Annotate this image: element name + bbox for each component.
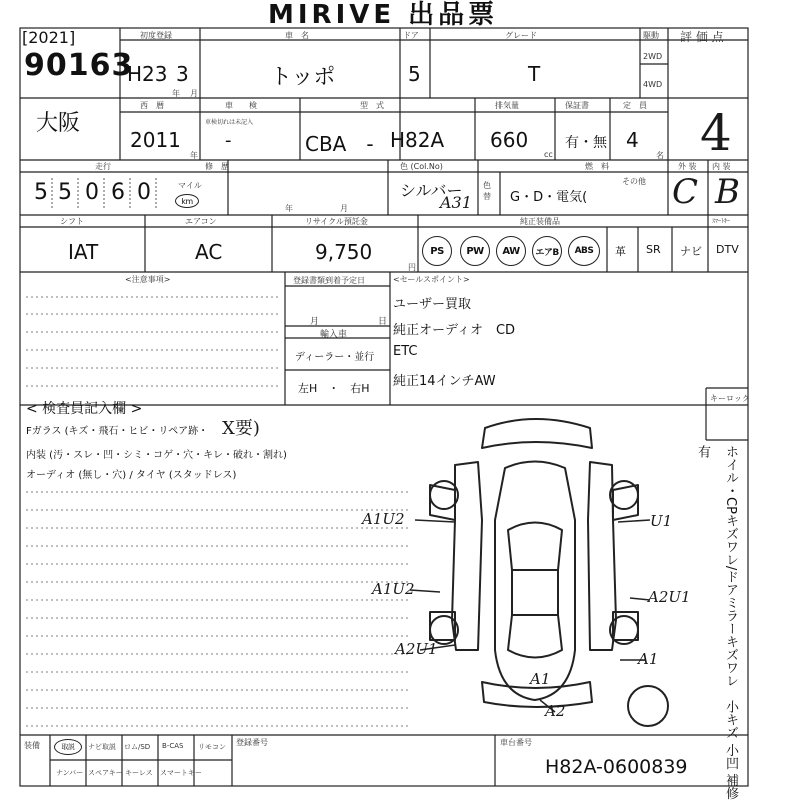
bottom-bcas: B-CAS — [162, 742, 184, 750]
color-change-label: 色替 — [483, 181, 491, 201]
repair-year-unit: 年 — [285, 204, 293, 213]
damage-mark-left-door: A1U2 — [372, 580, 415, 598]
damage-mark-front-right: U1 — [650, 512, 673, 530]
mileage-digit-2: 5 — [58, 180, 72, 205]
car-name: トッポ — [270, 65, 336, 90]
fuel-value: G・D・電気( — [510, 190, 588, 205]
mileage-digit-5: 0 — [137, 180, 151, 205]
handle-side: 左H ・ 右H — [298, 382, 370, 395]
label-exterior: 外 装 — [678, 162, 697, 171]
bottom-number-plate: ナンバー — [56, 769, 84, 777]
exterior-grade: C — [672, 172, 699, 212]
mileage-digit-4: 6 — [111, 180, 125, 205]
label-warranty: 保証書 — [565, 101, 589, 110]
damage-mark-rear-bumper: A2 — [545, 702, 566, 720]
label-grade: グレード — [505, 31, 537, 40]
inspector-note-interior: 内装 (汚・スレ・凹・シミ・コゲ・穴・キレ・破れ・割れ) — [26, 450, 287, 461]
label-fuel: 燃 料 — [585, 162, 609, 171]
label-model: 型 式 — [360, 101, 384, 110]
label-equipment-bottom: 装備 — [24, 741, 40, 750]
equip-navi: ナビ — [680, 245, 702, 258]
sales-point-3: ETC — [393, 344, 418, 359]
rating-value: 4 — [700, 104, 732, 162]
aircon-value: AC — [195, 240, 223, 264]
capacity-unit: 名 — [656, 151, 664, 160]
label-capacity: 定 員 — [623, 101, 647, 110]
reg-day-unit: 日 — [378, 317, 388, 327]
label-recycle: リサイクル預託金 — [305, 217, 368, 226]
shift-value: IAT — [68, 240, 99, 264]
recycle-unit: 円 — [408, 263, 416, 272]
inspector-note-windshield: Fガラス (キズ・飛石・ヒビ・リペア跡・ — [26, 426, 209, 437]
mileage-mile-unit: マイル — [178, 181, 202, 190]
warranty-value: 有・無 — [565, 135, 607, 151]
equip-ps: PS — [422, 236, 452, 266]
color-number: A31 — [440, 193, 472, 212]
label-genuine: 純正装備品 — [520, 217, 560, 226]
damage-mark-rear-right: A1 — [638, 650, 659, 668]
label-import: 輸入車 — [320, 330, 348, 340]
label-shift: シフト — [60, 217, 84, 226]
label-door: ドア — [403, 31, 419, 40]
label-mileage: 走行 — [95, 162, 111, 171]
first-reg-year-unit: 年 — [172, 89, 180, 98]
bottom-spare-key: スペアキー — [88, 769, 123, 777]
first-reg-era: H23 — [127, 62, 168, 86]
bottom-smart-key: スマートキー — [160, 769, 202, 777]
label-color: 色 (Col.No) — [400, 162, 443, 171]
model-year: 2011 — [130, 128, 181, 152]
equip-aw: AW — [496, 236, 526, 266]
label-aircon: エアコン — [185, 217, 217, 226]
bottom-manual: 取説 — [54, 739, 82, 755]
repair-month-unit: 月 — [340, 204, 348, 213]
label-rating: 評 価 点 — [680, 30, 724, 44]
mileage-km-unit: km — [175, 194, 199, 208]
label-inspection-sub: 車検切れは未記入 — [205, 119, 254, 126]
label-inspection: 車 検 — [225, 101, 257, 110]
model-year-unit: 年 — [190, 151, 198, 160]
equip-airbag: エアB — [532, 236, 562, 266]
side-legend: ホイル・CPキズワレ/ドアミラーキズワレ 小キズ 小凹 補修有 — [695, 445, 738, 800]
label-chassis: 車台番号 — [500, 738, 532, 747]
label-reg-deadline: 登録書類到着予定日 — [293, 276, 365, 285]
first-reg-month: 3 — [176, 62, 189, 86]
color-value: シルバー — [400, 181, 463, 200]
equip-pw: PW — [460, 236, 490, 266]
grade-value: T — [528, 62, 541, 86]
mileage-digit-3: 0 — [85, 180, 99, 205]
equip-dtv: DTV — [716, 243, 739, 256]
sheet-title: MIRIVE 出品票 — [268, 0, 499, 30]
bottom-remote: リモコン — [198, 743, 226, 751]
damage-mark-right-door: A2U1 — [648, 588, 691, 606]
model-prefix: CBA - — [305, 132, 374, 156]
sales-point-4: 純正14インチAW — [393, 374, 496, 389]
label-notes: <注意事項> — [125, 275, 171, 284]
chassis-number: H82A-0600839 — [545, 756, 688, 778]
inspector-heading: < 検査員記入欄 > — [26, 401, 143, 417]
model-value: H82A — [390, 128, 445, 152]
label-year-west: 西 暦 — [140, 101, 164, 110]
damage-mark-front-left: A1U2 — [362, 510, 405, 528]
mileage-digit-1: 5 — [34, 180, 48, 205]
bottom-keyless: キーレス — [125, 769, 153, 777]
windshield-mark: X要) — [222, 418, 260, 439]
label-repair: 修 歴 — [205, 162, 229, 171]
label-first-reg: 初度登録 — [140, 31, 172, 40]
inspector-note-audio: オーディオ (無し・穴) / タイヤ (スタッドレス) — [26, 470, 237, 481]
label-interior: 内 装 — [712, 162, 731, 171]
damage-mark-rear-left: A2U1 — [395, 640, 438, 658]
location: 大阪 — [36, 111, 81, 136]
drive-2wd: 2WD — [643, 52, 663, 61]
interior-grade: B — [715, 172, 740, 212]
damage-mark-rear-center: A1 — [530, 670, 551, 688]
lot-number: 90163 — [24, 48, 134, 83]
bottom-rom-sd: ロム/SD — [124, 743, 151, 751]
door-count: 5 — [408, 62, 421, 86]
label-displacement: 排気量 — [495, 101, 519, 110]
first-reg-month-unit: 月 — [190, 89, 198, 98]
displacement-unit: cc — [544, 150, 553, 159]
fuel-other: その他 — [622, 177, 646, 186]
import-type: ディーラー・並行 — [295, 352, 375, 363]
label-car-name: 車 名 — [285, 31, 309, 40]
keylock-label: キーロック — [710, 394, 750, 403]
label-keyless: ｽﾏｰﾄｷｰ — [712, 218, 731, 225]
inspection-value: - — [225, 130, 232, 151]
sales-point-1: ユーザー買取 — [393, 297, 472, 312]
label-drive: 駆動 — [643, 31, 659, 40]
drive-4wd: 4WD — [643, 80, 663, 89]
bottom-navi-manual: ナビ取説 — [88, 743, 116, 751]
label-sales-point: <セールスポイント> — [393, 275, 470, 284]
label-reg-number: 登録番号 — [236, 738, 268, 747]
recycle-value: 9,750 — [315, 240, 373, 264]
capacity-value: 4 — [626, 128, 639, 152]
equip-leather: 革 — [615, 245, 626, 258]
sales-point-2: 純正オーディオ CD — [393, 323, 516, 338]
equip-sunroof: SR — [646, 243, 661, 256]
equip-abs: ABS — [568, 236, 600, 266]
reg-month-unit: 月 — [310, 317, 320, 327]
displacement-value: 660 — [490, 128, 529, 152]
year-reference: [2021] — [22, 28, 76, 47]
